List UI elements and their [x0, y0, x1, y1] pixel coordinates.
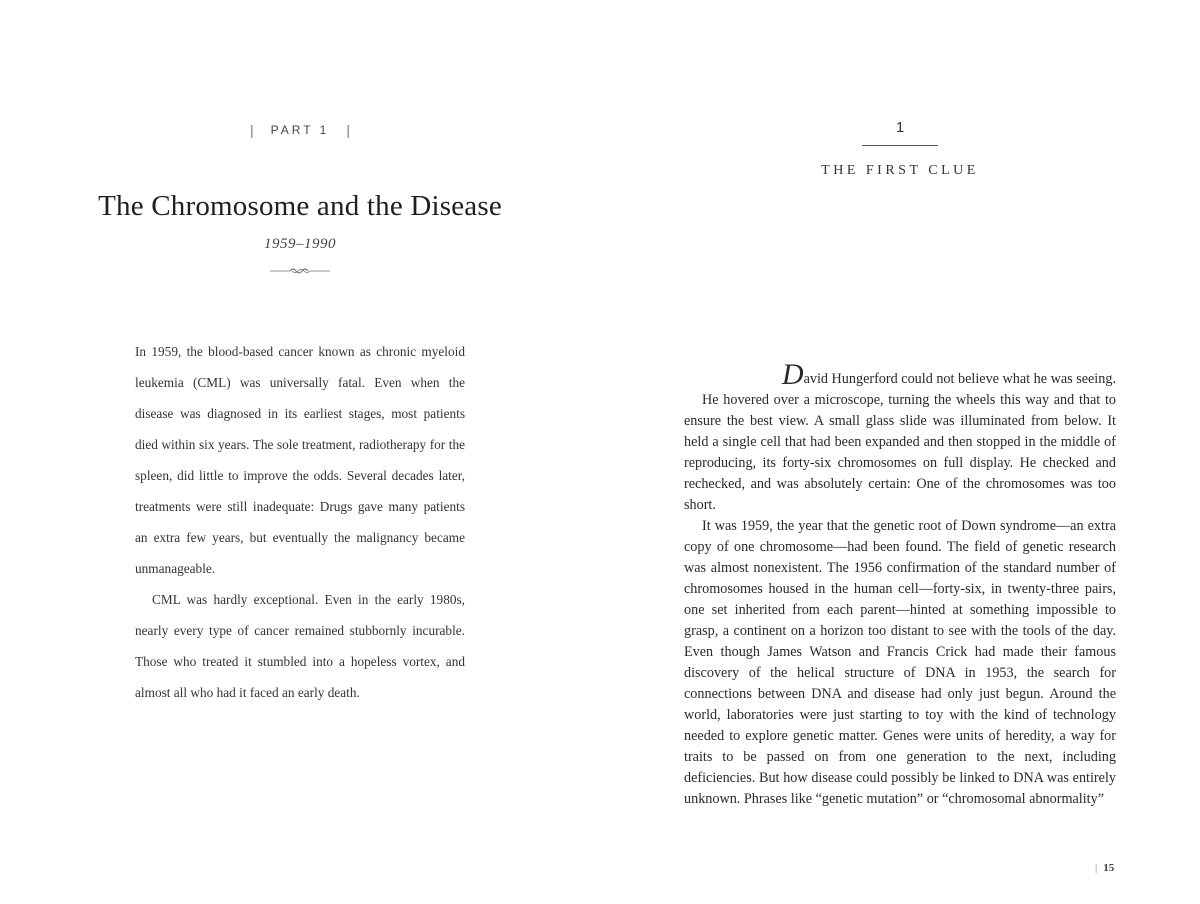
page-folio — [1095, 862, 1114, 874]
right-page — [600, 0, 1200, 904]
folio-bar: | — [1095, 862, 1098, 874]
opening-line-text: avid Hungerford could not believe what he was seeing. — [803, 371, 1116, 387]
body-paragraph-1: He hovered over a microscope, turning the wheels this way and that to ensure the best view. A small glass slide was illuminated from below. It held a single cell that had been expanded and then stopped in the middle of reproducing, its forty-six chromosomes on full display. He checked and rechecked, and was absolutely certain: One of the chromosomes was too short. — [684, 392, 1116, 513]
divider-bar-left: | — [250, 122, 254, 138]
intro-paragraph-2: CML was hardly exceptional. Even in the early 1980s, nearly every type of cancer remained stubbornly incurable. Those who treated it stumbled into a hopeless vortex, and almost all who had it faced an early death. — [135, 592, 465, 700]
divider-bar-right: | — [346, 122, 350, 138]
chapter-number: 1 — [895, 119, 905, 136]
page-number: 15 — [1103, 862, 1115, 874]
part-title: The Chromosome and the Disease — [98, 190, 502, 222]
chapter-rule — [862, 145, 938, 146]
drop-cap: D — [781, 358, 804, 391]
ornament-flourish-icon — [270, 266, 330, 276]
body-paragraph-2: It was 1959, the year that the genetic root of Down syndrome—an extra copy of one chromosome—had been found. The field of genetic research was almost nonexistent. The 1956 confirmation of the standard number of chromosomes housed in the human cell—forty-six, in twenty-three pairs, one set inherited from each parent—hinted at something impossible to grasp, a continent on a horizon too distant to see with the tools of the day. Even though James Watson and Francis Crick had made their famous discovery of the helical structure of DNA in 1953, the search for connections between DNA and disease had only just begun. Around the world, laboratories were just starting to toy with the kind of technology needed to explore genetic matter. Genes were units of heredity, a way for traits to be passed on from one generation to the next, including deficiencies. But how disease could possibly be linked to DNA was entirely unknown. Phrases like “genetic mutation” or “chromosomal abnormality” — [684, 518, 1116, 807]
part-years: 1959–1990 — [264, 236, 336, 252]
part-label-text: PART 1 — [270, 123, 330, 137]
part-intro — [135, 336, 465, 708]
chapter-title: THE FIRST CLUE — [821, 163, 979, 178]
chapter-body — [684, 358, 1116, 810]
intro-paragraph-1: In 1959, the blood-based cancer known as chronic myeloid leukemia (CML) was universally fatal. Even when the disease was diagnosed in its earliest stages, most patients died within six years. The sole treatment, radiotherapy for the spleen, did little to improve the odds. Several decades later, treatments were still inadequate: Drugs gave many patients an extra few years, but eventually the malignancy became unmanageable. — [135, 344, 465, 576]
part-label — [250, 122, 350, 138]
opening-line — [684, 358, 1116, 391]
